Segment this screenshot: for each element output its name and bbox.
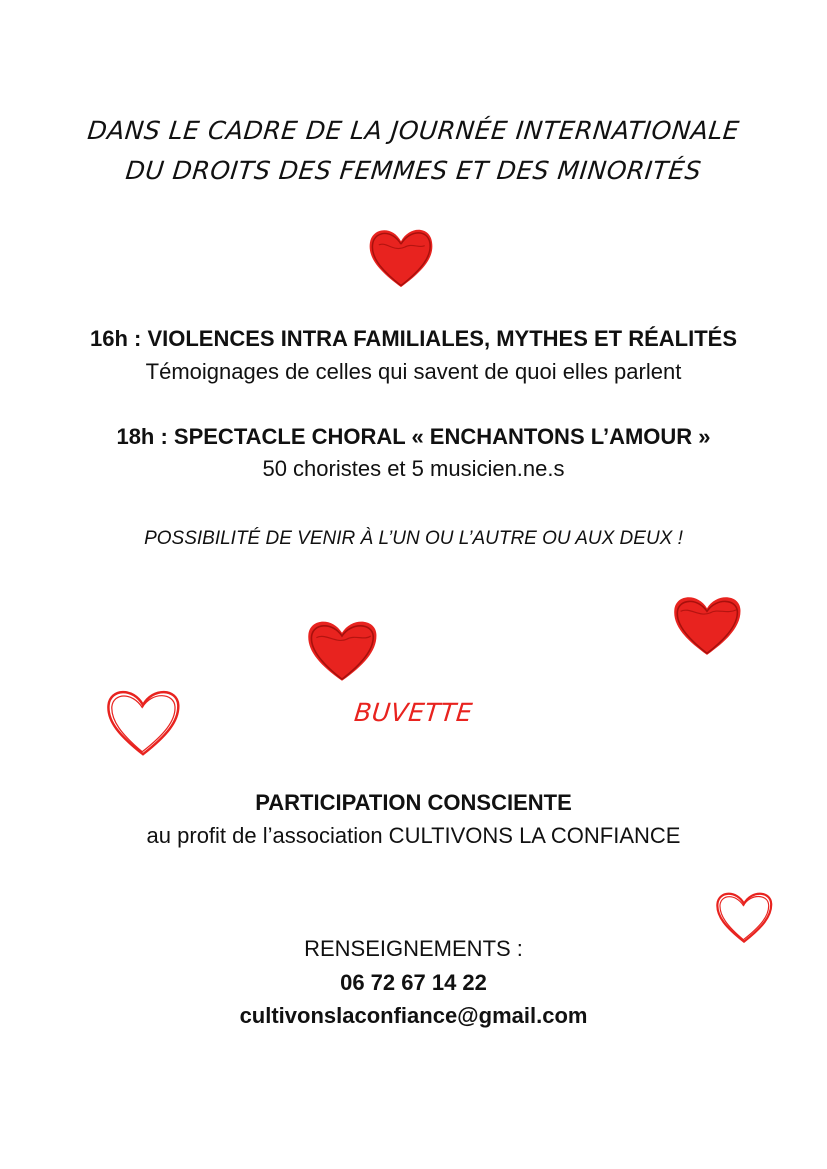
event2-subtitle: 50 choristes et 5 musicien.ne.s xyxy=(262,456,565,481)
participation-title: PARTICIPATION CONSCIENTE xyxy=(255,790,572,815)
header-line-2: DU DROITS DES FEMMES ET DES MINORITÉS xyxy=(124,156,703,185)
event1-subtitle: Témoignages de celles qui savent de quoi elles parlent xyxy=(145,359,682,384)
heart-icon xyxy=(302,612,382,684)
participation-subtitle: au profit de l’association CULTIVONS LA CONFIANCE xyxy=(146,823,681,848)
contact-phone[interactable]: 06 72 67 14 22 xyxy=(340,970,487,995)
attendance-note: POSSIBILITÉ DE VENIR À L’UN OU L’AUTRE OU AUX DEUX ! xyxy=(144,528,683,549)
heart-icon xyxy=(364,218,438,294)
heart-icon xyxy=(668,588,746,658)
contact-label: RENSEIGNEMENTS : xyxy=(304,936,523,961)
event1-title: 16h : VIOLENCES INTRA FAMILIALES, MYTHES ET RÉALITÉS xyxy=(89,326,737,351)
contact-email[interactable]: cultivonslaconfiance@gmail.com xyxy=(239,1003,588,1028)
event2-title: 18h : SPECTACLE CHORAL « ENCHANTONS L’AMOUR » xyxy=(116,424,711,449)
buvette-label: BUVETTE xyxy=(352,698,475,727)
header-line-1: DANS LE CADRE DE LA JOURNÉE INTERNATIONALE xyxy=(86,116,741,145)
